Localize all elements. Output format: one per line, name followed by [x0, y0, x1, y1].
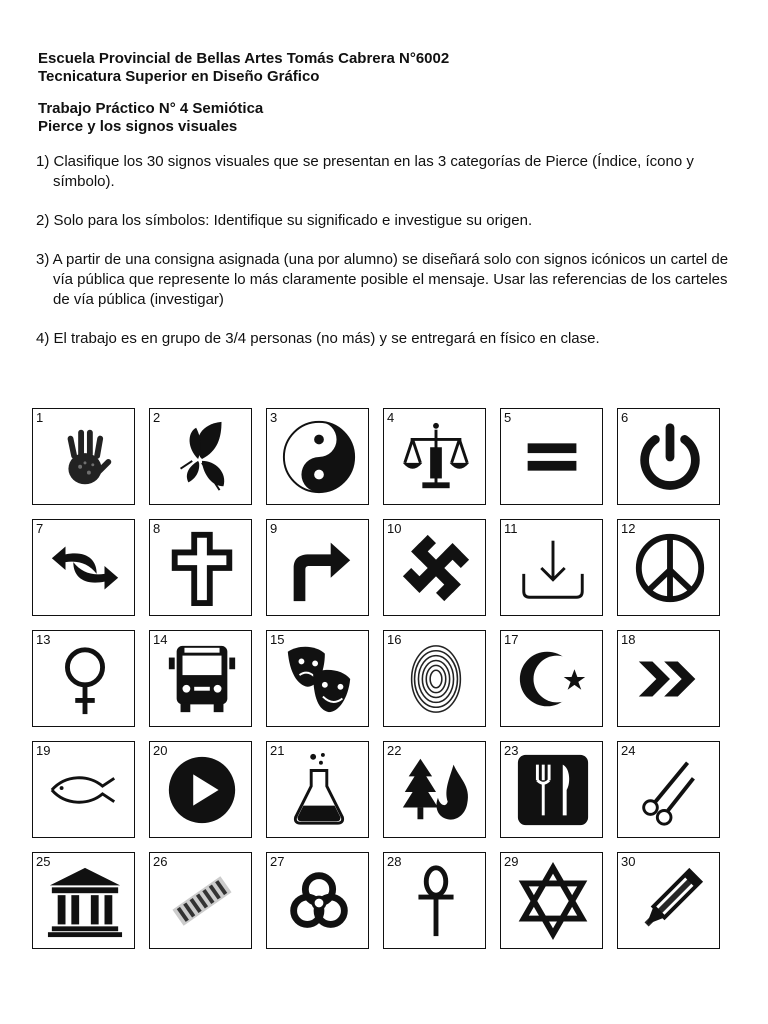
sign-cell-17 [500, 630, 603, 727]
sign-cell-5 [500, 408, 603, 505]
sign-number: 6 [621, 410, 629, 425]
star-of-david-icon [514, 862, 592, 940]
assignment-subtitle: Pierce y los signos visuales [38, 118, 238, 135]
sign-number: 14 [153, 632, 168, 647]
sign-cell-26 [149, 852, 252, 949]
sign-cell-6 [617, 408, 720, 505]
sign-cell-4 [383, 408, 486, 505]
sign-cell-7 [32, 519, 135, 616]
museum-icon [46, 862, 124, 940]
sign-cell-14 [149, 630, 252, 727]
school-name: Escuela Provincial de Bellas Artes Tomás Cabrera N°6002 [38, 50, 450, 67]
yin-yang-icon [280, 418, 358, 496]
sign-cell-8 [149, 519, 252, 616]
butterfly-icon [163, 418, 241, 496]
download-icon [514, 529, 592, 607]
sign-number: 15 [270, 632, 285, 647]
sign-number: 25 [36, 854, 51, 869]
sign-number: 7 [36, 521, 44, 536]
sign-number: 5 [504, 410, 512, 425]
sign-cell-3 [266, 408, 369, 505]
sign-cell-1 [32, 408, 135, 505]
sign-number: 10 [387, 521, 402, 536]
sign-number: 28 [387, 854, 402, 869]
sign-cell-2 [149, 408, 252, 505]
sign-cell-27 [266, 852, 369, 949]
flask-icon [280, 751, 358, 829]
sign-number: 27 [270, 854, 285, 869]
biohazard-icon [280, 862, 358, 940]
sign-number: 11 [504, 521, 518, 536]
fork-knife-icon [514, 751, 592, 829]
pencil-icon [631, 862, 709, 940]
swastika-icon [397, 529, 475, 607]
sign-number: 23 [504, 743, 519, 758]
sign-cell-30 [617, 852, 720, 949]
sign-number: 30 [621, 854, 636, 869]
sign-cell-10 [383, 519, 486, 616]
sign-number: 12 [621, 521, 636, 536]
sign-number: 8 [153, 521, 161, 536]
sign-number: 24 [621, 743, 636, 758]
ichthys-icon [46, 751, 124, 829]
sign-cell-29 [500, 852, 603, 949]
sign-cell-15 [266, 630, 369, 727]
instruction-1: 1) Clasifique los 30 signos visuales que se presentan en las 3 categorías de Pierce (Índice, ícono y símbolo). [36, 153, 694, 190]
signs-grid [32, 408, 720, 949]
sign-cell-21 [266, 741, 369, 838]
sign-number: 22 [387, 743, 402, 758]
sign-cell-16 [383, 630, 486, 727]
theater-masks-icon [280, 640, 358, 718]
sign-cell-11 [500, 519, 603, 616]
sign-cell-19 [32, 741, 135, 838]
double-chevron-icon [631, 640, 709, 718]
instruction-2: 2) Solo para los símbolos: Identifique su significado e investigue su origen. [36, 212, 533, 229]
sign-cell-23 [500, 741, 603, 838]
sign-number: 2 [153, 410, 161, 425]
crescent-star-icon [514, 640, 592, 718]
equals-icon [514, 418, 592, 496]
sign-number: 4 [387, 410, 395, 425]
peace-icon [631, 529, 709, 607]
instruction-3: 3) A partir de una consigna asignada (una por alumno) se diseñará solo con signos icónicos un cartel de vía pública que represente lo más claramente posible el mensaje. Usar las referencias de los carteles de vía pública (investigar) [36, 251, 729, 308]
sign-cell-12 [617, 519, 720, 616]
handprint-icon [46, 418, 124, 496]
sign-number: 1 [36, 410, 44, 425]
cross-icon [163, 529, 241, 607]
sign-cell-20 [149, 741, 252, 838]
sign-number: 29 [504, 854, 519, 869]
scales-icon [397, 418, 475, 496]
sign-cell-24 [617, 741, 720, 838]
sign-number: 18 [621, 632, 636, 647]
sign-number: 26 [153, 854, 168, 869]
program-name: Tecnicatura Superior en Diseño Gráfico [38, 68, 320, 85]
sign-cell-22 [383, 741, 486, 838]
scissors-icon [631, 751, 709, 829]
sign-cell-28 [383, 852, 486, 949]
sign-cell-18 [617, 630, 720, 727]
bus-icon [163, 640, 241, 718]
sign-number: 16 [387, 632, 402, 647]
sign-number: 3 [270, 410, 278, 425]
sign-number: 17 [504, 632, 519, 647]
fingerprint-icon [397, 640, 475, 718]
sign-cell-9 [266, 519, 369, 616]
assignment-title: Trabajo Práctico N° 4 Semiótica [38, 100, 264, 117]
power-icon [631, 418, 709, 496]
turn-right-arrow-icon [280, 529, 358, 607]
sign-number: 19 [36, 743, 51, 758]
sign-cell-13 [32, 630, 135, 727]
forest-fire-icon [397, 751, 475, 829]
venus-icon [46, 640, 124, 718]
sign-number: 9 [270, 521, 278, 536]
sign-number: 21 [270, 743, 285, 758]
tire-track-icon [163, 862, 241, 940]
sign-cell-25 [32, 852, 135, 949]
sign-number: 13 [36, 632, 51, 647]
instruction-4: 4) El trabajo es en grupo de 3/4 personas (no más) y se entregará en físico en clase. [36, 330, 600, 347]
play-icon [163, 751, 241, 829]
sign-number: 20 [153, 743, 168, 758]
instructions-list [36, 152, 730, 368]
ankh-icon [397, 862, 475, 940]
refresh-arrows-icon [46, 529, 124, 607]
document-header [38, 50, 738, 136]
